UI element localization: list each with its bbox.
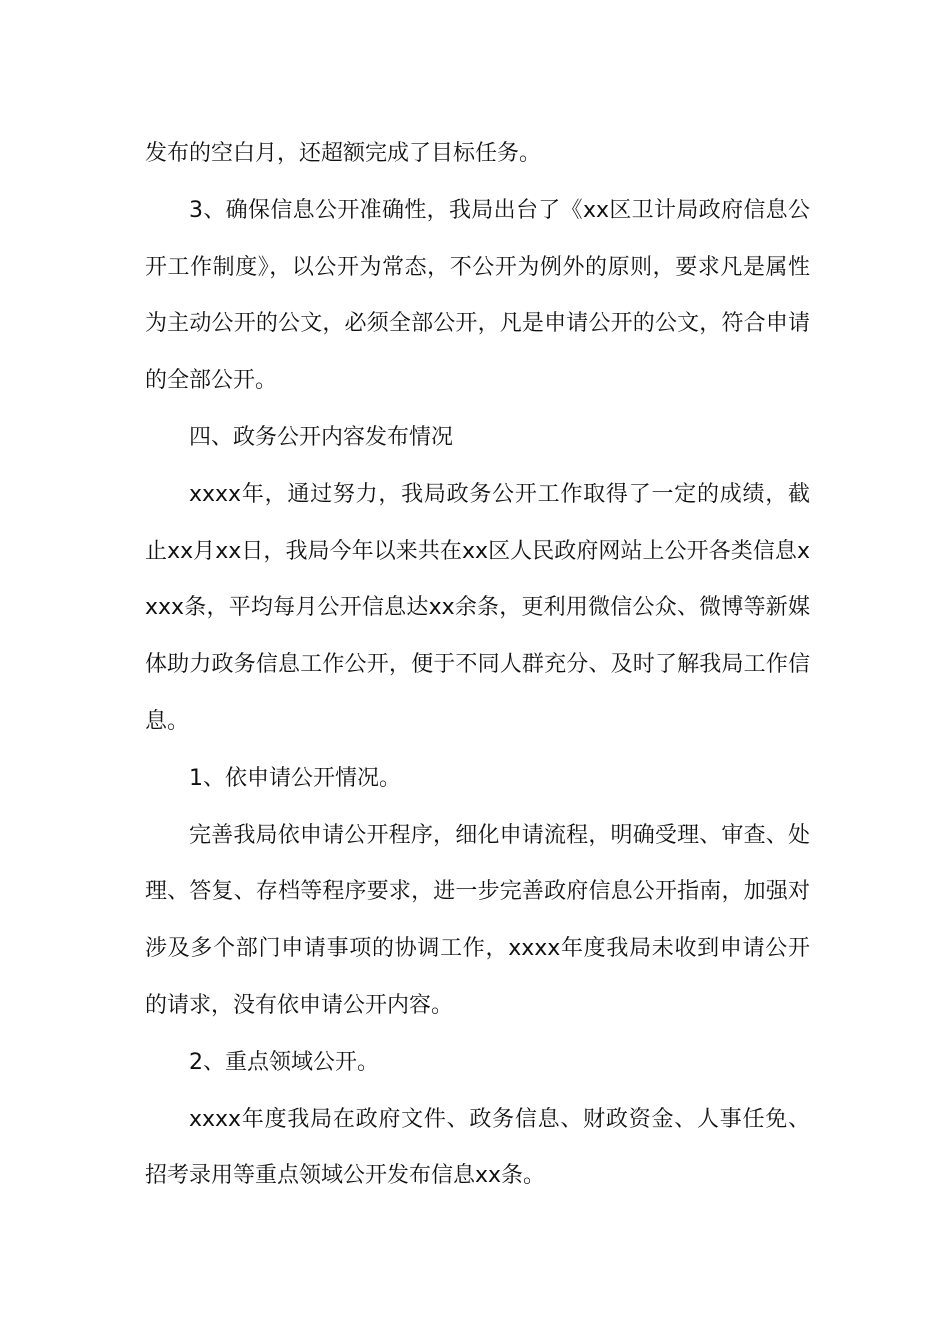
subheading-1: 1、依申请公开情况。 [189,765,401,791]
document-body [145,126,810,1205]
paragraph-continuation: 发布的空白月，还超额完成了目标任务。 [145,141,542,166]
paragraph-summary: xxxx年，通过努力，我局政务公开工作取得了一定的成绩，截止xx月xx日，我局今年以来共在xx区人民政府网站上公开各类信息xxxx条，平均每月公开信息达xx余条，更利用微信公众、微博等新媒体助力政务信息工作公开，便于不同人群充分、及时了解我局工作信息。 [145,481,810,734]
paragraph-application: 完善我局依申请公开程序，细化申请流程，明确受理、审查、处理、答复、存档等程序要求，进一步完善政府信息公开指南，加强对涉及多个部门申请事项的协调工作，xxxx年度我局未收到申请公开的请求，没有依申请公开内容。 [145,822,810,1018]
paragraph-key-areas: xxxx年度我局在政府文件、政务信息、财政资金、人事任免、招考录用等重点领域公开发布信息xx条。 [145,1106,810,1189]
subheading-2: 2、重点领域公开。 [189,1049,379,1075]
paragraph-item-3: 3、确保信息公开准确性，我局出台了《xx区卫计局政府信息公开工作制度》，以公开为常态，不公开为例外的原则，要求凡是属性为主动公开的公文，必须全部公开，凡是申请公开的公文，符合申请的全部公开。 [145,197,810,394]
section-heading-4: 四、政务公开内容发布情况 [189,424,454,450]
